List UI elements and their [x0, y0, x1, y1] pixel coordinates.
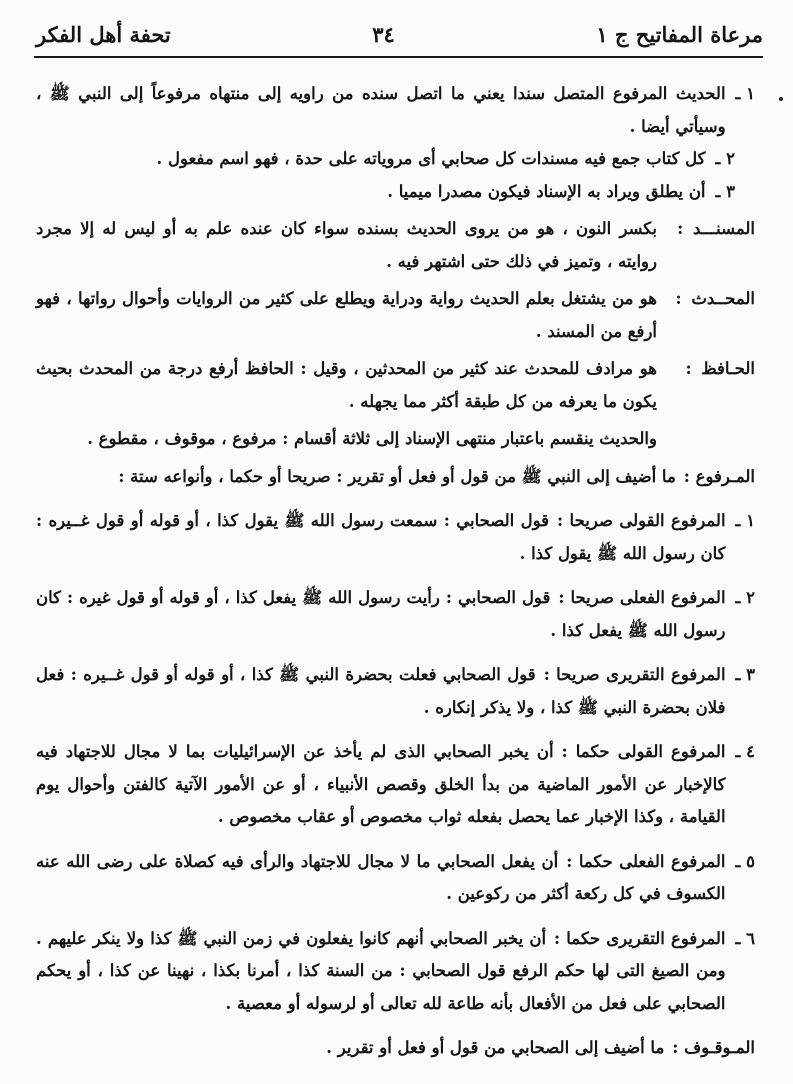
term-label-text: المـوقـوف [684, 1038, 755, 1057]
item-number: ٢ ـ [735, 588, 755, 607]
musnad-sense-1 [36, 78, 755, 143]
running-title-left: تحفة أهل الفكر [36, 21, 171, 47]
item-text: قول الصحابي : رأيت رسول الله ﷺ يفعل كذا ، أو قوله أو قول غيره : كان رسول الله ﷺ يفعل كذا . [36, 588, 726, 640]
term-marfu [36, 461, 755, 494]
header-rule [34, 56, 763, 58]
marfu-type-2 [36, 582, 755, 647]
item-body [36, 736, 726, 834]
term-label-text: المـرفوع [695, 466, 755, 486]
item-text: قول الصحابي فعلت بحضرة النبي ﷺ كذا ، أو قوله أو قول غــيره : فعل فلان بحضرة النبي ﷺ كذا ، ولا يذكر إنكاره . [36, 665, 726, 717]
item-text: قول الصحابي : سمعت رسول الله ﷺ يقول كذا ، أو قوله أو قول غــيره : كان رسول الله ﷺ يقول كذا . [36, 511, 726, 563]
term-definition: ما أضيف إلى النبي ﷺ من قول أو فعل أو تقرير : صريحا أو حكما ، وأنواعه ستة : [118, 466, 676, 486]
margin-mark [779, 97, 783, 101]
item-number: ١ ـ [735, 84, 755, 103]
item-body [36, 846, 726, 911]
marfu-type-5 [36, 846, 755, 911]
musnad-sense-2 [36, 143, 755, 176]
term-label: الحـافظ : [685, 359, 755, 378]
marfu-type-3 [36, 659, 755, 724]
item-label: المرفوع التقريرى حكما : [554, 928, 726, 948]
item-text: كل كتاب جمع فيه مسندات كل صحابي أى مروياته على حدة ، فهو اسم مفعول . [156, 149, 706, 168]
item-number: ٦ ـ [735, 928, 755, 948]
musnad-sense-3 [36, 176, 755, 209]
page-number: ٣٤ [372, 21, 395, 47]
term-label: المحــدث : [675, 289, 755, 308]
item-text: أن يخبر الصحابي الذى لم يأخذ عن الإسرائيليات بما لا مجال للاجتهاد فيه كالإخبار عن الأمور الماضية من بدأ الخلق وقصص الأنبياء ، أو عن الأمور الآتية كالفتن وأحوال يوم القيامة ، وكذا الإخبار عما يحصل بفعله ثواب مخصوص أو عقاب مخصوص . [36, 742, 726, 826]
term-musnid [36, 213, 755, 278]
division-line: والحديث ينقسم باعتبار منتهى الإسناد إلى ثلاثة أقسام : مرفوع ، موقوف ، مقطوع . [87, 429, 657, 448]
item-text: أن يطلق ويراد به الإسناد فيكون مصدرا ميميا . [387, 181, 706, 201]
term-mawquf [36, 1032, 755, 1065]
page-header [36, 14, 763, 54]
term-label-text: الحـافظ [701, 359, 755, 378]
item-label: المرفوع القولى حكما : [561, 742, 726, 761]
term-muhaddith [36, 283, 755, 348]
item-label: المرفوع الفعلى حكما : [566, 851, 726, 871]
term-label-text: المحــدث [691, 289, 755, 308]
marfu-type-4 [36, 736, 755, 834]
running-title-right: مرعاة المفاتيح ج ١ [596, 21, 763, 47]
item-body [36, 659, 726, 724]
item-text: الحديث المرفوع المتصل سندا يعني ما اتصل سنده من راويه إلى منتهاه مرفوعاً إلى النبي ﷺ ، وسيأتي أيضا . [36, 84, 726, 136]
item-number: ٤ ـ [735, 742, 755, 761]
term-definition: بكسر النون ، هو من يروى الحديث بسنده سواء كان عنده علم به أو ليس له إلا مجرد روايته ، وتميز في ذلك حتى اشتهر فيه . [36, 219, 657, 271]
term-hafiz [36, 353, 755, 418]
term-definition: ما أضيف إلى الصحابي من قول أو فعل أو تقرير . [326, 1038, 665, 1057]
term-label: المـوقـوف : [672, 1038, 755, 1057]
item-label: المرفوع التقريرى صريحا : [543, 665, 726, 684]
term-definition: هو مرادف للمحدث عند كثير من المحدثين ، وقيل : الحافظ أرفع درجة من المحدث بحيث يكون ما يعرفه من كل طبقة أكثر مما يجهله . [36, 359, 657, 411]
item-number: ٢ ـ [715, 149, 735, 168]
item-label: المرفوع الفعلى صريحا : [558, 588, 726, 607]
item-number: ٣ ـ [735, 665, 755, 684]
item-number: ٣ ـ [715, 181, 735, 201]
page-body [36, 78, 755, 1065]
item-text: أن يفعل الصحابي ما لا مجال للاجتهاد والرأى فيه كصلاة على رضى الله عنه الكسوف في كل ركعة أكثر من ركوعين . [36, 851, 726, 903]
item-number: ١ ـ [735, 511, 755, 530]
marfu-type-6 [36, 923, 755, 1021]
item-text: أن يخبر الصحابي أنهم كانوا يفعلون في زمن النبي ﷺ كذا ولا ينكر عليهم . ومن الصيغ التى لها حكم الرفع قول الصحابي : من السنة كذا ، أمرنا بكذا ، نهينا عن كذا ، أو يحكم الصحابي على فعل من الأفعال بأنه طاعة لله تعالى أو لرسوله أو معصية . [36, 928, 726, 1013]
term-label-text: المسنـــد [692, 219, 755, 238]
term-label: المسنـــد : [677, 219, 755, 238]
term-label: المـرفوع : [683, 466, 755, 486]
item-number: ٥ ـ [735, 851, 755, 871]
term-definition: هو من يشتغل بعلم الحديث رواية ودراية ويطلع على كثير من الروايات وأحوال رواتها ، فهو أرفع من المسند . [36, 289, 657, 341]
marfu-type-1 [36, 505, 755, 570]
item-label: المرفوع القولى صريحا : [557, 511, 726, 530]
item-body [36, 923, 726, 1021]
item-body [36, 505, 726, 570]
item-body [36, 582, 726, 647]
